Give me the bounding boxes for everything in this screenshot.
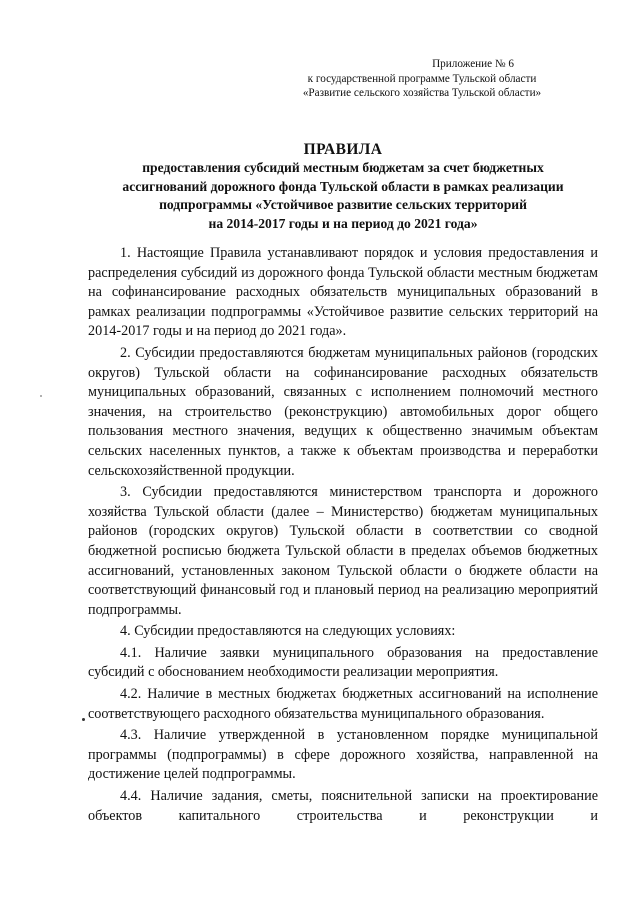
paragraph-2: 2. Субсидии предоставляются бюджетам муниципальных районов (городских округов) Тульской области на софинансирование расходных обязательств муниципальных образований, связанных с исполнением полномочий местного значения, на строительство (реконструкцию) автомобильных дорог общего пользования местного значения, ведущих к общественно значимым объектам сельских населенных пунктов, а также к объектам производства и переработки сельскохозяйственной продукции. xyxy=(88,344,598,479)
scan-mark xyxy=(82,718,85,721)
paragraph-4: 4. Субсидии предоставляются на следующих условиях: xyxy=(120,623,456,640)
title-line-4: на 2014-2017 годы и на период до 2021 года» xyxy=(208,215,478,231)
title-line-2: ассигнований дорожного фонда Тульской области в рамках реализации xyxy=(122,178,564,194)
appendix-program-line: к государственной программе Тульской области xyxy=(307,72,537,85)
appendix-program-name: «Развитие сельского хозяйства Тульской области» xyxy=(302,87,542,99)
appendix-header xyxy=(272,57,572,101)
paragraph-4-1: 4.1. Наличие заявки муниципального образования на предоставление субсидий с обоснованием необходимости реализации мероприятия. xyxy=(88,644,598,681)
paragraph-4-2: 4.2. Наличие в местных бюджетах бюджетных ассигнований на исполнение соответствующего расходного обязательства муниципального образования. xyxy=(88,686,598,722)
appendix-number: Приложение № 6 xyxy=(432,58,514,70)
paragraph-4-4: 4.4. Наличие задания, сметы, пояснительной записки на проектирование объектов капитального строительства и реконструкции и xyxy=(88,788,598,824)
paragraph-3: 3. Субсидии предоставляются министерством транспорта и дорожного хозяйства Тульской области (далее – Министерство) бюджетам муниципальных районов (городских округов) Тульской области в соответствии со сводной бюджетной росписью бюджета Тульской области в пределах объемов бюджетных ассигнований, установленных законом Тульской области о бюджете области на соответствующий финансовый год и плановый период на реализацию мероприятий подпрограммы. xyxy=(88,484,598,618)
scan-speck xyxy=(40,395,42,397)
title-line-1: предоставления субсидий местным бюджетам за счет бюджетных xyxy=(142,160,544,175)
paragraph-1: 1. Настоящие Правила устанавливают порядок и условия предоставления и распределения субсидий из дорожного фонда Тульской области местным бюджетам на софинансирование расходных обязательств муниципальных образований в рамках реализации подпрограммы «Устойчивое развитие сельских территорий на 2014-2017 годы и на период до 2021 года». xyxy=(88,245,598,340)
document-title xyxy=(88,140,598,233)
title-main: ПРАВИЛА xyxy=(303,141,383,158)
title-line-3: подпрограммы «Устойчивое развитие сельских территорий xyxy=(159,197,527,213)
document-body xyxy=(88,244,598,828)
paragraph-4-3: 4.3. Наличие утвержденной в установленном порядке муниципальной программы (подпрограммы) в сфере дорожного хозяйства, направленной на достижение целей подпрограммы. xyxy=(88,727,598,783)
